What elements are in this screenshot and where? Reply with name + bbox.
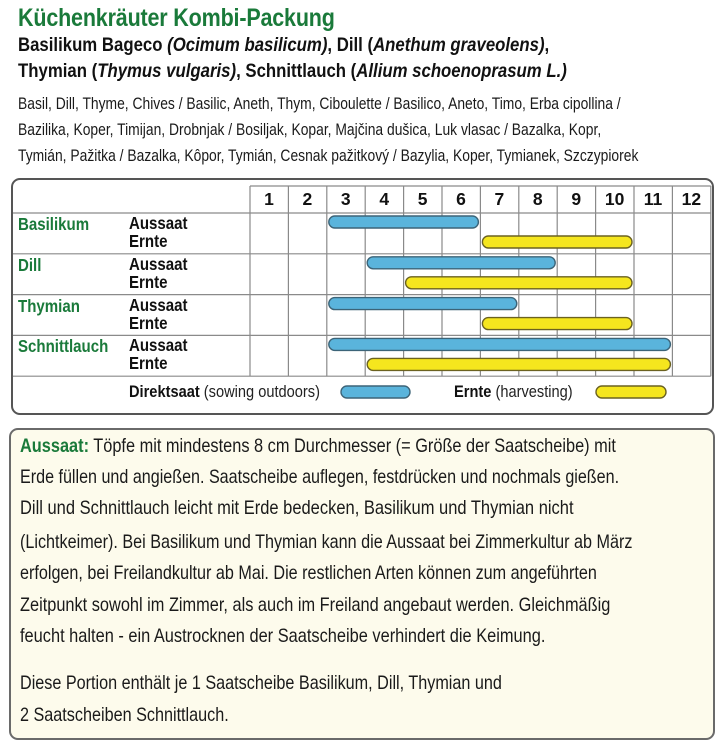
portion-line: Diese Portion enthält je 1 Saatscheibe Basilikum, Dill, Thymian und (20, 672, 502, 694)
legend-entry-description: (sowing outdoors) (199, 382, 320, 401)
stage-label-harvest: Ernte (129, 353, 168, 374)
sowing-bar-thymian (329, 298, 517, 310)
latin-name: (Ocimum basilicum) (167, 34, 328, 56)
month-label: 3 (340, 189, 351, 209)
product-title: Küchenkräuter Kombi-Packung (18, 4, 335, 32)
instruction-line (20, 625, 545, 648)
month-label: 11 (643, 189, 663, 209)
legend-entry-title: Ernte (454, 382, 492, 401)
common-name: , Dill ( (327, 34, 374, 56)
latin-name: Thymus vulgaris) (97, 60, 237, 82)
instruction-text: feucht halten - ein Austrocknen der Saatscheibe verhindert die Keimung. (20, 625, 546, 647)
common-name: Thymian ( (18, 60, 98, 82)
month-label: 12 (681, 189, 702, 209)
stage-label-harvest: Ernte (129, 231, 168, 251)
common-name: , Schnittlauch ( (236, 60, 357, 82)
stage-label-sowing: Aussaat (129, 294, 188, 315)
legend-swatch-harvest (596, 386, 666, 398)
stage-label-harvest: Ernte (129, 312, 168, 333)
legend-swatch-sowing (341, 386, 410, 398)
portion-line: 2 Saatscheiben Schnittlauch. (20, 704, 229, 726)
translations-line-3: Tymián, Pažitka / Bazalka, Kôpor, Tymián, Cesnak pažitkový / Bazylia, Koper, Tymianek, Szczypiorek (18, 147, 639, 165)
month-label: 7 (494, 189, 505, 209)
instruction-line (20, 531, 632, 554)
month-label: 5 (417, 189, 428, 209)
month-label: 10 (604, 189, 625, 209)
stage-label-sowing: Aussaat (129, 213, 188, 233)
harvest-bar-schnittlauch (367, 358, 670, 370)
herb-name: Thymian (18, 295, 80, 316)
harvest-bar-basilikum (482, 236, 632, 248)
instruction-line (20, 562, 597, 585)
month-label: 2 (302, 189, 313, 209)
common-name: Basilikum Bageco (18, 34, 168, 56)
instruction-line (20, 466, 619, 489)
legend-entry (129, 382, 320, 402)
herb-name: Basilikum (18, 214, 90, 234)
instruction-text: Zeitpunkt sowohl im Zimmer, als auch im Freiland angebaut werden. Gleichmäßig (20, 594, 611, 616)
herb-name: Dill (18, 254, 42, 275)
instruction-text: erfolgen, bei Freilandkultur ab Mai. Die restlichen Arten können zum angeführten (20, 562, 597, 584)
translations-line-1: Basil, Dill, Thyme, Chives / Basilic, Aneth, Thym, Ciboulette / Basilico, Aneto, Timo, Erba cipollina / (18, 95, 621, 113)
harvest-bar-thymian (482, 318, 632, 330)
instruction-heading: Aussaat: (20, 435, 90, 457)
instruction-line (20, 435, 616, 458)
common-name: , (544, 34, 550, 56)
instruction-text: Erde füllen und angießen. Saatscheibe auflegen, festdrücken und nochmals gießen. (20, 466, 620, 488)
instruction-text: Dill und Schnittlauch leicht mit Erde bedecken, Basilikum und Thymian nicht (20, 497, 574, 519)
harvest-bar-dill (406, 277, 632, 289)
instruction-text: (Lichtkeimer). Bei Basilikum und Thymian kann die Aussaat bei Zimmerkultur ab März (20, 531, 633, 553)
month-label: 1 (264, 189, 274, 209)
herb-name: Schnittlauch (18, 336, 109, 357)
month-label: 4 (379, 189, 390, 209)
latin-name: Allium schoenoprasum L.) (356, 60, 567, 82)
stage-label-harvest: Ernte (129, 271, 168, 292)
instruction-line (20, 497, 574, 520)
month-label: 6 (456, 189, 466, 209)
latin-name: Anethum graveolens) (373, 34, 545, 56)
sowing-bar-dill (367, 257, 555, 269)
month-label: 9 (571, 189, 582, 209)
legend-entry-title: Direktsaat (129, 382, 200, 401)
stage-label-sowing: Aussaat (129, 253, 188, 274)
month-label: 8 (532, 189, 543, 209)
instruction-line (20, 594, 610, 617)
instruction-text: Töpfe mit mindestens 8 cm Durchmesser (= Größe der Saatscheibe) mit (89, 435, 616, 457)
sowing-bar-basilikum (329, 216, 479, 228)
stage-label-sowing: Aussaat (129, 335, 188, 356)
translations-line-2: Bazilika, Koper, Timijan, Drobnjak / Bosiljak, Kopar, Majčina dušica, Luk vlasac / Bazalka, Kopr, (18, 121, 602, 139)
sowing-bar-schnittlauch (329, 338, 671, 350)
legend-entry-description: (harvesting) (491, 382, 573, 401)
legend-entry (454, 382, 573, 402)
